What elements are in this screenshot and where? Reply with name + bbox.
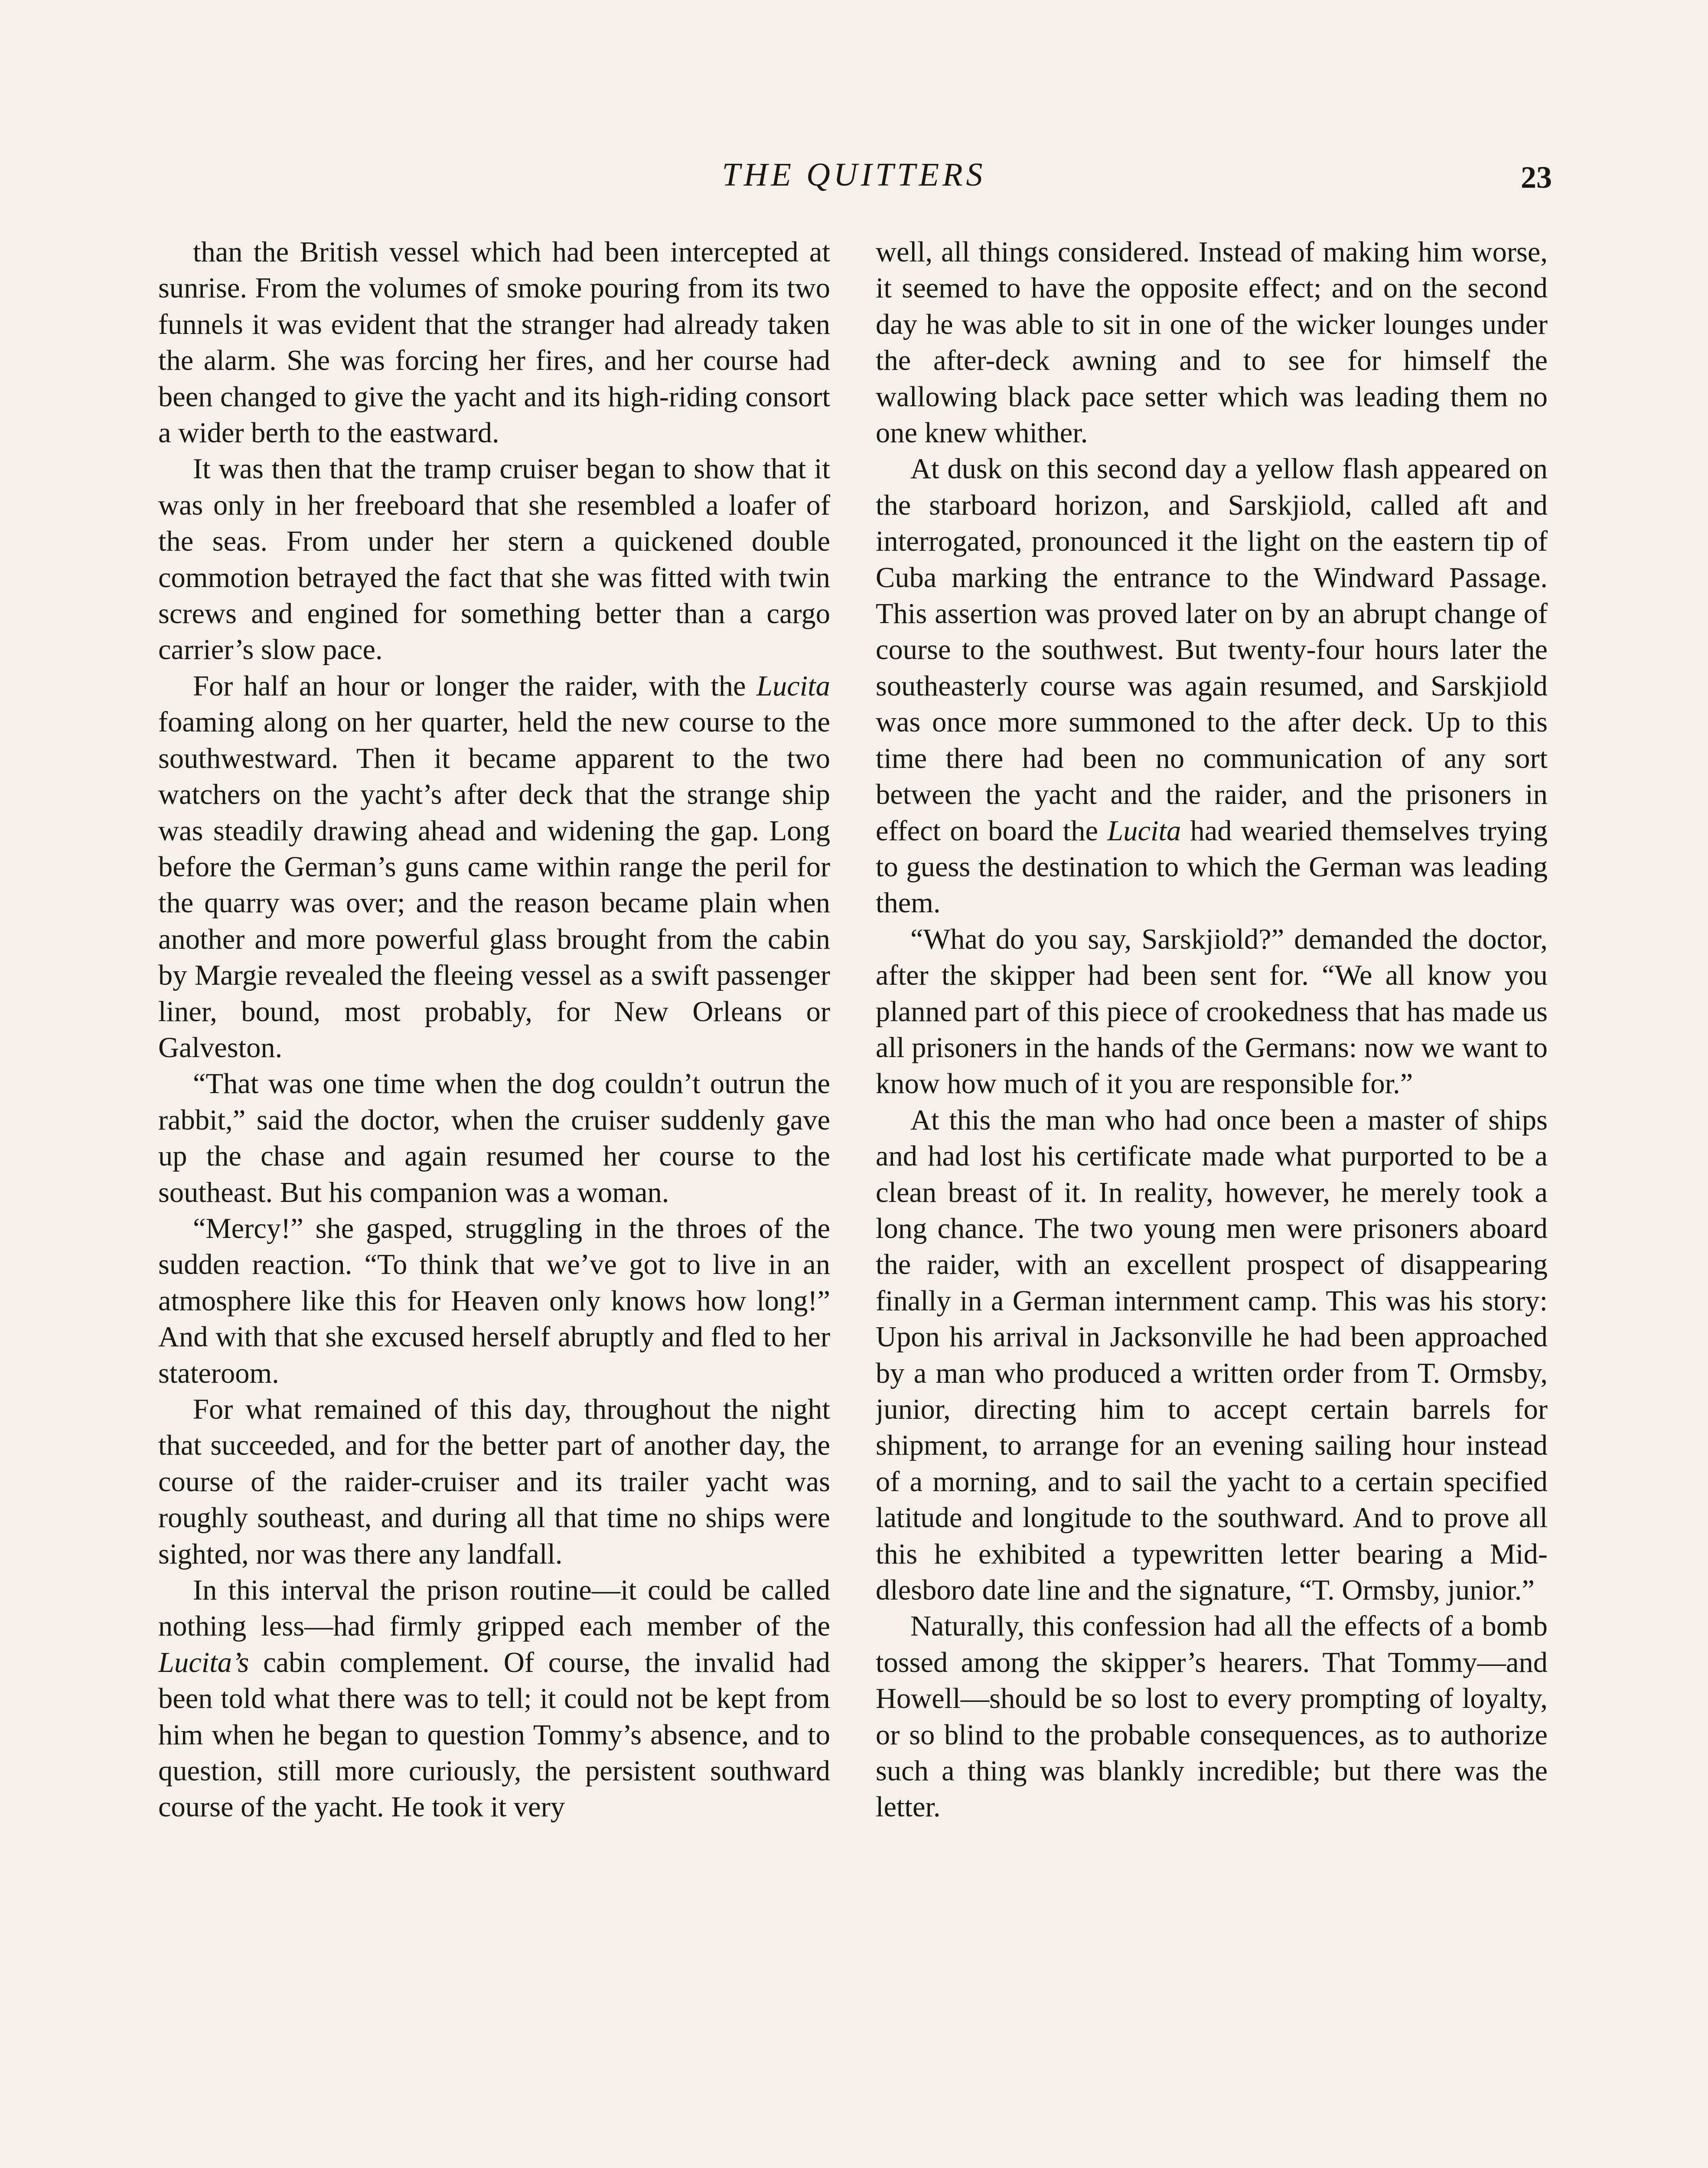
- paragraph: [876, 1102, 1548, 1609]
- paragraph: [158, 451, 830, 668]
- paragraph: [158, 668, 830, 1066]
- text-run: than the British vessel which had been intercepted at sunrise. From the volumes of smoke pouring from its two funnels it was evident that the stranger had already taken the alarm. She was forcing her fires, and her course had been changed to give the yacht and its high-riding consort a wider berth to the eastward.: [158, 236, 830, 449]
- italic-text: Lucita: [756, 670, 830, 702]
- text-run: For what remained of this day, throughout the night that succeeded, and for the better part of another day, the course of the raider-cruiser and its trailer yacht was roughly southeast, and during all that time no ships were sighted, nor was there any landfall.: [158, 1394, 830, 1570]
- italic-text: Lucita’s: [158, 1646, 249, 1678]
- text-run: had wearied themselves trying to guess the destination to which the German was leading them.: [876, 815, 1548, 919]
- text-run: For half an hour or longer the raider, with the: [193, 670, 757, 702]
- text-run: At this the man who had once been a master of ships and had lost his certificate made what purported to be a clean breast of it. In reality, however, he merely took a long chance. The two young men were prisoners aboard the raider, with an excellent prospect of disappearing finally in a German internment camp. This was his story: Upon his arrival in Jacksonville he had been approached by a man who produced a written order from T. Ormsby, junior, directing him to accept certain barrels for shipment, to arrange for an evening sailing hour instead of a morning, and to sail the yacht to a certain specified latitude and longitude to the southward. And to prove all this he exhibited a typewritten letter bearing a Middlesboro date line and the signature, “T. Ormsby, junior.”: [876, 1104, 1548, 1606]
- page-number: 23: [1521, 160, 1552, 195]
- paragraph: [876, 234, 1548, 451]
- text-run: Naturally, this confession had all the effects of a bomb tossed among the skipper’s hearers. That Tommy—and Howell—should be so lost to every prompting of loyalty, or so blind to the probable consequences, as to authorize such a thing was blankly incredible; but there was the letter.: [876, 1610, 1548, 1823]
- paragraph: [158, 1572, 830, 1825]
- left-text-column: [158, 234, 830, 2168]
- text-run: cabin complement. Of course, the invalid had been told what there was to tell; it could not be kept from him when he began to question Tommy’s absence, and to question, still more curiously, the persistent southward course of the yacht. He took it very: [158, 1646, 830, 1823]
- running-head-title: THE QUITTERS: [722, 157, 986, 193]
- italic-text: Lucita: [1107, 815, 1181, 847]
- paragraph: [158, 1211, 830, 1391]
- text-run: In this interval the prison routine—it could be called nothing less—had firmly gripped each member of the: [158, 1574, 830, 1642]
- paragraph: [158, 234, 830, 451]
- paragraph: [876, 451, 1548, 921]
- text-run: well, all things considered. Instead of making him worse, it seemed to have the opposite effect; and on the second day he was able to sit in one of the wicker lounges under the after-deck awning and to see for himself the wallowing black pace setter which was leading them no one knew whither.: [876, 236, 1548, 449]
- text-run: “What do you say, Sarskjiold?” demanded the doctor, after the skipper had been sent for. “We all know you planned part of this piece of crookedness that has made us all prisoners in the hands of the Germans: now we want to know how much of it you are responsible for.”: [876, 923, 1548, 1100]
- text-run: At dusk on this second day a yellow flash appeared on the starboard horizon, and Sarskjiold, called aft and interrogated, pronounced it the light on the eastern tip of Cuba marking the entrance to the Windward Passage. This assertion was proved later on by an abrupt change of course to the southwest. But twenty-four hours later the southeasterly course was again resumed, and Sarskjiold was once more summoned to the after deck. Up to this time there had been no communication of any sort between the yacht and the raider, and the prisoners in effect on board the: [876, 453, 1548, 847]
- text-run: It was then that the tramp cruiser began to show that it was only in her freeboard that she resembled a loafer of the seas. From under her stern a quickened double commotion betrayed the fact that she was fitted with twin screws and engined for something better than a cargo carrier’s slow pace.: [158, 453, 830, 666]
- paragraph: [876, 1608, 1548, 1825]
- right-text-column: [876, 234, 1548, 2168]
- text-run: foaming along on her quarter, held the new course to the southwestward. Then it became apparent to the two watchers on the yacht’s after deck that the strange ship was steadily drawing ahead and widening the gap. Long before the German’s guns came within range the peril for the quarry was over; and the reason became plain when another and more powerful glass brought from the cabin by Margie revealed the fleeing vessel as a swift passenger liner, bound, most probably, for New Orleans or Galveston.: [158, 706, 830, 1064]
- text-run: “That was one time when the dog couldn’t outrun the rabbit,” said the doctor, when the cruiser suddenly gave up the chase and again resumed her course to the southeast. But his companion was a woman.: [158, 1068, 830, 1208]
- paragraph: [876, 921, 1548, 1102]
- paragraph: [158, 1391, 830, 1572]
- paragraph: [158, 1066, 830, 1211]
- text-run: “Mercy!” she gasped, struggling in the throes of the sudden reaction. “To think that we’ve got to live in an atmosphere like this for Heaven only knows how long!” And with that she excused herself abruptly and fled to her stateroom.: [158, 1212, 830, 1389]
